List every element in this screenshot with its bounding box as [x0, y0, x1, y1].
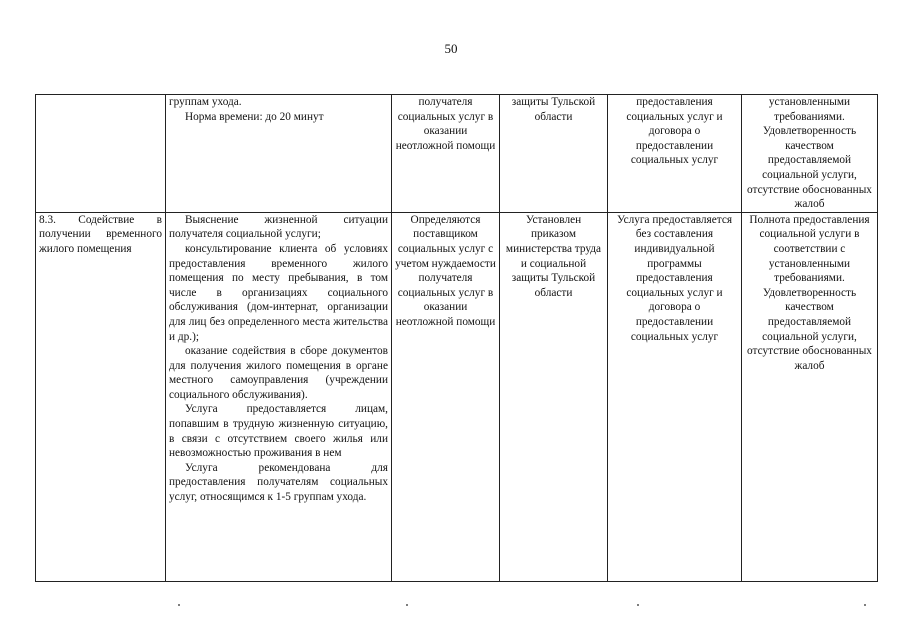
scan-speck — [406, 604, 408, 606]
description-paragraph: консультирование клиента об условиях предоставления временного жилого помещения по месту пребывания, в том числе в организациях социального обслуживания (дом-интернат, организации для лиц без определенного места жительства и др.); — [169, 242, 388, 343]
service-description-cell — [166, 212, 392, 581]
description-paragraph: Выяснение жизненной ситуации получателя социальной услуги; — [169, 213, 388, 241]
recipients-cell: Определяются поставщиком социальных услуг с учетом нуждаемости получателя социальных услуг в оказании неотложной помощи — [392, 212, 500, 581]
description-paragraph: оказание содействия в сборе документов для получения жилого помещения в органе местного самоуправления (учреждении социального обслуживания). — [169, 345, 388, 401]
conditions-cell: Услуга предоставляется без составления индивидуальной программы предоставления социальных услуг и договора о предоставлении социальных услуг — [608, 212, 742, 581]
description-paragraph: группам ухода. — [169, 96, 242, 108]
page-number: 50 — [444, 41, 458, 56]
quality-cell: установленными требованиями. Удовлетворенность качеством предоставляемой социальной услуги, отсутствие обоснованных жалоб — [742, 95, 878, 213]
table-row — [36, 95, 878, 213]
recipients-cell: получателя социальных услуг в оказании неотложной помощи — [392, 95, 500, 213]
standard-cell: защиты Тульской области — [500, 95, 608, 213]
scan-speck — [637, 604, 639, 606]
description-paragraph: Услуга рекомендована для предоставления получателям социальных услуг, относящимся к 1-5 группам ухода. — [169, 461, 388, 504]
scan-speck — [864, 604, 866, 606]
service-name-cell — [36, 95, 166, 213]
description-paragraph: Услуга предоставляется лицам, попавшим в трудную жизненную ситуацию, в связи с отсутствием своего жилья или невозможностью проживания в нем — [169, 403, 388, 460]
quality-cell: Полнота предоставления социальной услуги в соответствии с установленными требованиями. Удовлетворенность качеством предоставляемой социальной услуги, отсутствие обоснованных жалоб — [742, 212, 878, 581]
service-description-cell — [166, 95, 392, 213]
description-paragraph: Норма времени: до 20 минут — [185, 110, 324, 123]
table-row — [36, 212, 878, 581]
scan-speck — [178, 604, 180, 606]
conditions-cell: предоставления социальных услуг и договора о предоставлении социальных услуг — [608, 95, 742, 213]
services-table — [35, 94, 878, 582]
service-name-cell: 8.3. Содействие в получении временного жилого помещения — [36, 212, 166, 581]
standard-cell: Установлен приказом министерства труда и социальной защиты Тульской области — [500, 212, 608, 581]
